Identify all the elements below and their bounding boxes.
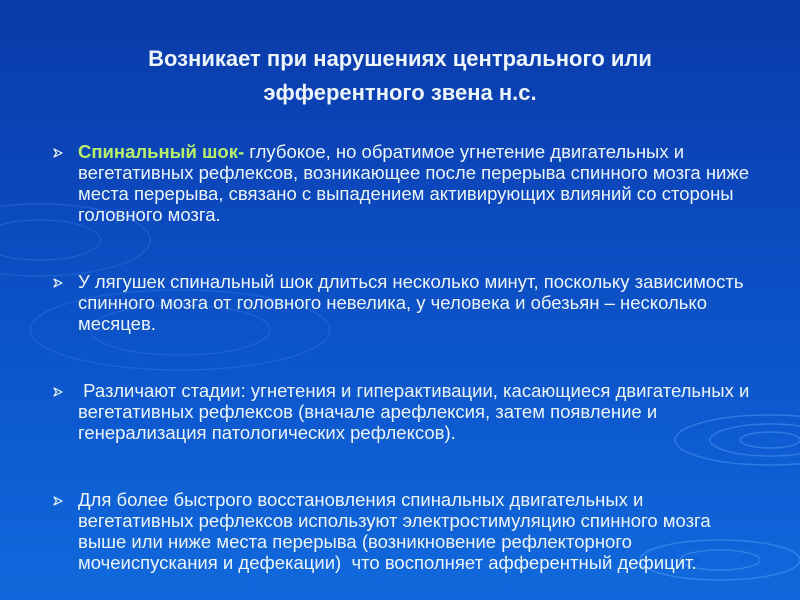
bullet-item-spinal-shock	[50, 141, 760, 225]
bullet-item-stages	[50, 380, 760, 443]
arrowhead-bullet-icon	[53, 148, 63, 158]
bullet-item-recovery	[50, 489, 760, 573]
arrowhead-bullet-icon	[53, 278, 63, 288]
bullet-text: Для более быстрого восстановления спинальных двигательных и вегетативных рефлексов используют электростимуляцию спинного мозга выше или ниже места перерыва (возникновение рефлекторного мочеиспускания и дефекации) что восполняет афферентный дефицит.	[78, 489, 716, 573]
bullet-text: У лягушек спинальный шок длиться несколько минут, поскольку зависимость спинного мозга от головного невелика, у человека и обезьян – несколько месяцев.	[78, 271, 744, 334]
slide-title-line-1: Возникает при нарушениях центрального или	[148, 46, 652, 71]
slide-title-line-2: эфферентного звена н.с.	[263, 80, 537, 105]
bullet-text: Различают стадии: угнетения и гиперактивации, касающиеся двигательных и вегетативных рефлексов (вначале арефлексия, затем появление и генерализация патологических рефлексов).	[78, 380, 755, 443]
bullet-term: Спинальный шок-	[78, 141, 245, 162]
arrowhead-bullet-icon	[53, 496, 63, 506]
arrowhead-bullet-icon	[53, 387, 63, 397]
bullet-list	[50, 141, 760, 573]
bullet-text: глубокое, но обратимое угнетение двигательных и вегетативных рефлексов, возникающее после перерыва спинного мозга ниже места перерыва, связано с выпадением активирующих влияний со стороны головного мозга.	[78, 141, 750, 225]
bullet-item-frogs	[50, 271, 760, 334]
slide-title	[60, 42, 740, 110]
